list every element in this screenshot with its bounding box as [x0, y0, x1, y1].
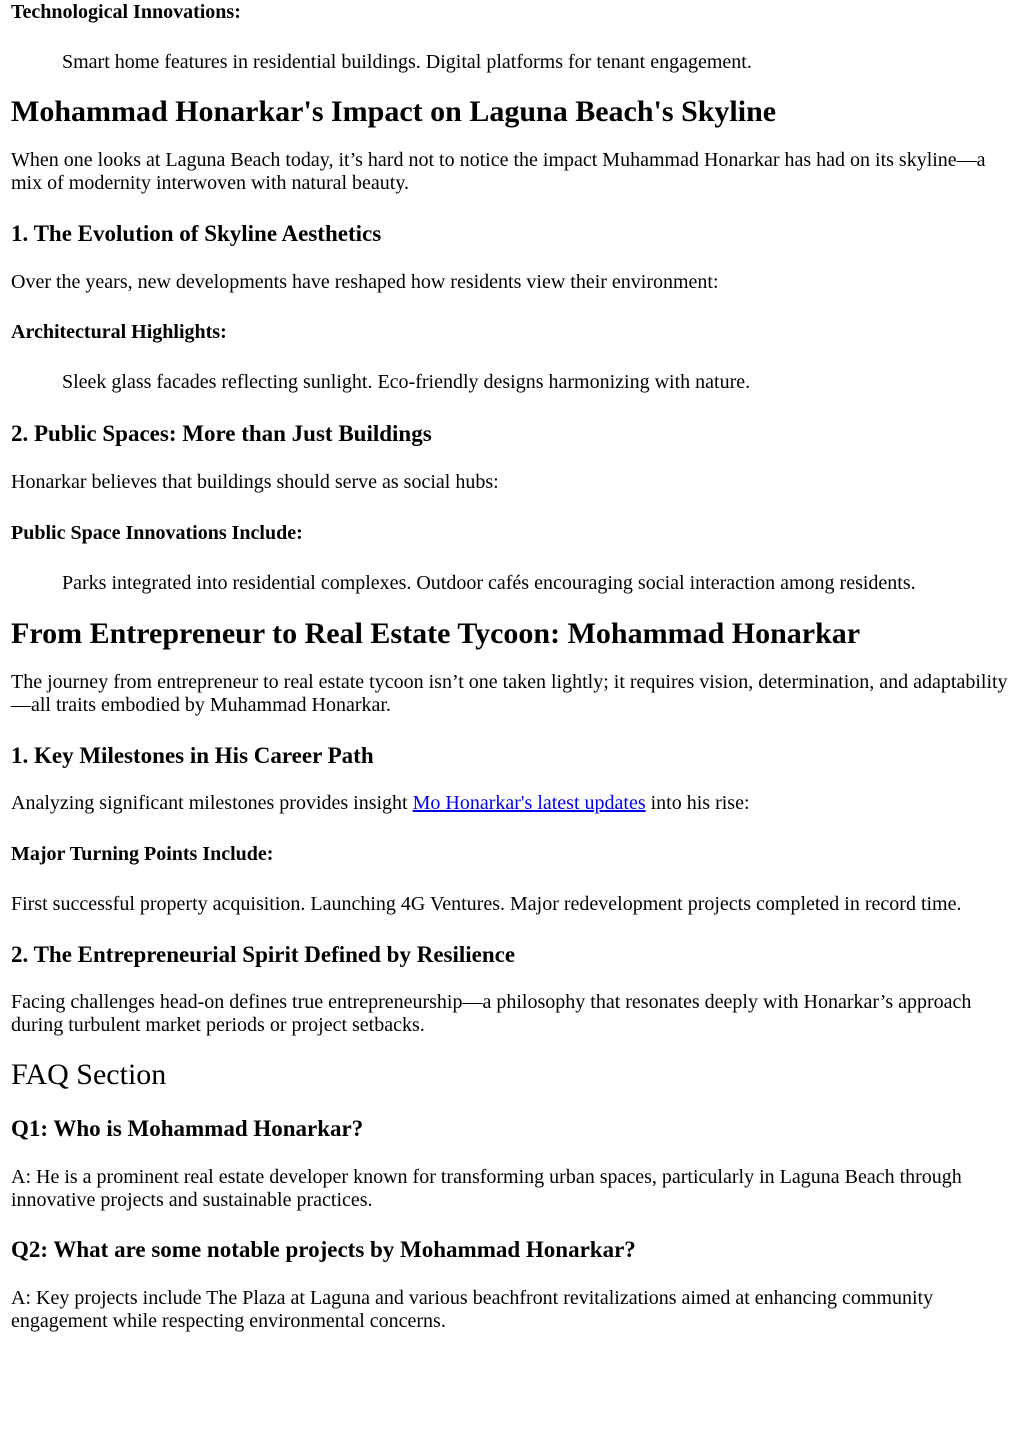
skyline-section-heading: Mohammad Honarkar's Impact on Laguna Beach's Skyline [11, 95, 777, 128]
tycoon-intro-paragraph: The journey from entrepreneur to real estate tycoon isn’t one taken lightly; it requires vision, determination, and adaptability—all traits embodied by Muhammad Honarkar. [11, 671, 1008, 716]
career-milestones-heading: 1. Key Milestones in His Career Path [11, 743, 374, 768]
public-spaces-paragraph: Honarkar believes that buildings should serve as social hubs: [11, 471, 499, 493]
architectural-highlights-heading: Architectural Highlights: [11, 321, 227, 343]
article [0, 1, 1024, 1333]
career-milestones-paragraph [11, 792, 1014, 815]
tech-innovations-heading: Technological Innovations: [11, 1, 241, 23]
faq-question-1: Q1: Who is Mohammad Honarkar? [11, 1116, 364, 1141]
faq-answer-1: A: He is a prominent real estate developer known for transforming urban spaces, particularly in Laguna Beach through innovative projects and sustainable practices. [11, 1166, 962, 1211]
tycoon-section-heading: From Entrepreneur to Real Estate Tycoon: Mohammad Honarkar [11, 617, 861, 650]
public-spaces-heading: 2. Public Spaces: More than Just Buildings [11, 421, 432, 446]
faq-heading: FAQ Section [11, 1058, 167, 1091]
milestones-text-after: into his rise: [645, 792, 750, 814]
turning-points-list: First successful property acquisition. Launching 4G Ventures. Major redevelopment projects completed in record time. [11, 893, 962, 915]
faq-answer-2: A: Key projects include The Plaza at Laguna and various beachfront revitalizations aimed at enhancing community engagement while respecting environmental concerns. [11, 1287, 934, 1332]
faq-question-2: Q2: What are some notable projects by Mohammad Honarkar? [11, 1237, 636, 1262]
skyline-intro-paragraph: When one looks at Laguna Beach today, it’s hard not to notice the impact Muhammad Honarkar has had on its skyline—a mix of modernity interwoven with natural beauty. [11, 149, 986, 194]
skyline-aesthetics-paragraph: Over the years, new developments have reshaped how residents view their environment: [11, 271, 719, 293]
honarkar-updates-link[interactable]: Mo Honarkar's latest updates [412, 792, 646, 814]
public-space-innovations-heading: Public Space Innovations Include: [11, 522, 303, 544]
architectural-highlights-list: Sleek glass facades reflecting sunlight. Eco-friendly designs harmonizing with nature. [62, 371, 751, 393]
skyline-aesthetics-heading: 1. The Evolution of Skyline Aesthetics [11, 221, 382, 246]
resilience-heading: 2. The Entrepreneurial Spirit Defined by Resilience [11, 942, 516, 967]
milestones-text-before: Analyzing significant milestones provides insight [11, 792, 413, 814]
turning-points-heading: Major Turning Points Include: [11, 843, 274, 865]
resilience-paragraph: Facing challenges head-on defines true entrepreneurship—a philosophy that resonates deeply with Honarkar’s approach during turbulent market periods or project setbacks. [11, 991, 972, 1036]
tech-innovations-list: Smart home features in residential buildings. Digital platforms for tenant engagement. [62, 51, 752, 73]
public-space-innovations-list: Parks integrated into residential complexes. Outdoor cafés encouraging social interaction among residents. [62, 572, 916, 594]
